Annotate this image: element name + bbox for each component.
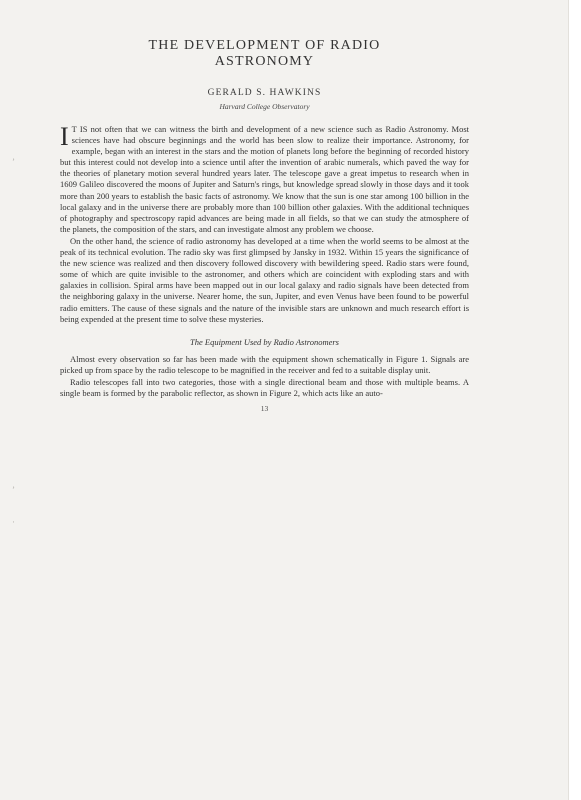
title-line-2: ASTRONOMY bbox=[214, 54, 315, 69]
author-name: GERALD S. HAWKINS bbox=[207, 88, 322, 98]
section-heading: The Equipment Used by Radio Astronomers bbox=[190, 336, 339, 347]
margin-mark: ’ bbox=[12, 485, 15, 495]
body-paragraph: On the other hand, the science of radio astronomy has developed at a time when the world seems to be almost at the peak of its technical evolution. The radio sky was first glimpsed by Jansky in 1932. Within 15 years the significance of the new science was realized and then discovery followed discovery with bewildering speed. Radio stars were found, some of which are quite invisible to the astronomer, and others which are coincident with exploding stars and with galaxies in collision. Spiral arms have been mapped out in our local galaxy and radio signals have been detected from the neighboring galaxy in the universe. Nearer home, the sun, Jupiter, and even Venus have been found to be powerful radio emitters. The cause of these signals and the nature of the invisible stars are unknown and much research effort is being expended at the present time to solve these mysteries. bbox=[60, 235, 469, 324]
body-paragraph: Radio telescopes fall into two categories, those with a single directional beam and those with multiple beams. A single beam is formed by the parabolic reflector, as shown in Figure 2, which acts like an auto- bbox=[60, 376, 469, 398]
margin-mark: ’ bbox=[12, 157, 15, 167]
article-title bbox=[60, 38, 469, 70]
paragraph-text: T IS not often that we can witness the birth and development of a new science such as Radio Astronomy. Most sciences have had obscure beginnings and the world has been slow to realize their importance. Astronomy, for example, began with an interest in the stars and the motion of planets long before the beginning of recorded history but this interest could not develop into a science until after the invention of arabic numerals, which paved the way for the theories of planetary motion several hundred years later. The telescope gave a great impetus to research when in 1609 Galileo discovered the moons of Jupiter and Saturn's rings, but knowledge spread slowly in those days and it took more than 200 years to establish the basic facts of astronomy. We know that the sun is one star among 100 billion in the local galaxy and in the universe there are probably more than 100 billion other galaxies. With the additional techniques of photography and spectroscopy rapid advances are being made in all fields, so that we can study the atmosphere of the planets, the composition of the stars, and can investigate almost any problem we choose. bbox=[60, 124, 469, 234]
article-body bbox=[60, 124, 469, 399]
author-affiliation: Harvard College Observatory bbox=[219, 102, 310, 111]
drop-cap: I bbox=[60, 122, 69, 151]
article-column bbox=[60, 38, 469, 413]
page-number: 13 bbox=[260, 404, 269, 414]
margin-mark: · bbox=[12, 517, 15, 527]
body-paragraph: Almost every observation so far has been made with the equipment shown schematically in Figure 1. Signals are picked up from space by the radio telescope to be magnified in the receiver and fed to a suitable display unit. bbox=[60, 353, 469, 375]
body-paragraph bbox=[60, 124, 469, 235]
title-line-1: THE DEVELOPMENT OF RADIO bbox=[148, 38, 381, 53]
